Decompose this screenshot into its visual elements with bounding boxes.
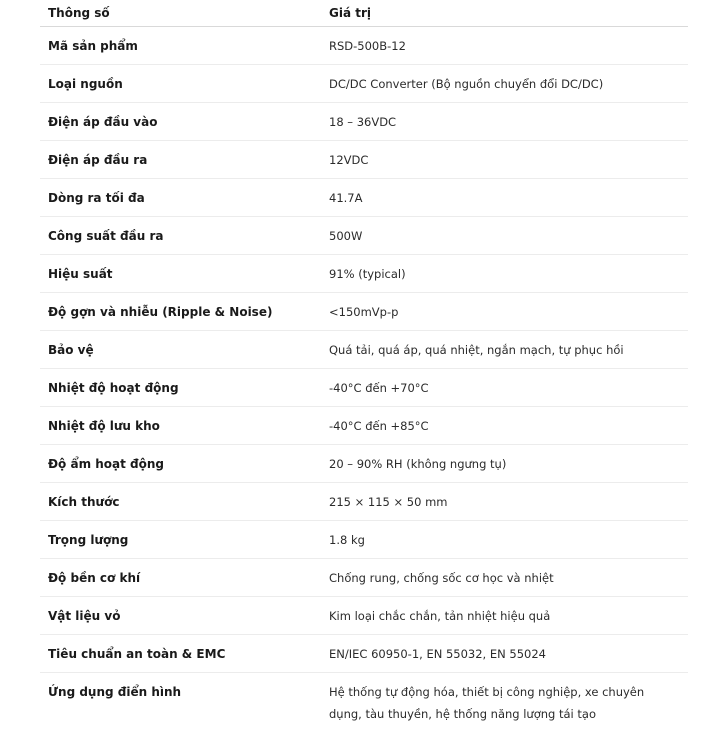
table-row xyxy=(40,140,688,178)
table-row xyxy=(40,64,688,102)
row-value: EN/IEC 60950-1, EN 55032, EN 55024 xyxy=(321,634,688,672)
table-row xyxy=(40,406,688,444)
row-key: Độ bền cơ khí xyxy=(40,558,321,596)
header-param: Thông số xyxy=(40,0,321,26)
row-key: Mã sản phẩm xyxy=(40,26,321,64)
row-key: Nhiệt độ hoạt động xyxy=(40,368,321,406)
table-row xyxy=(40,254,688,292)
table-row xyxy=(40,482,688,520)
row-key: Dòng ra tối đa xyxy=(40,178,321,216)
header-row xyxy=(40,0,688,26)
row-value: 91% (typical) xyxy=(321,254,688,292)
row-value: 1.8 kg xyxy=(321,520,688,558)
row-value: -40°C đến +70°C xyxy=(321,368,688,406)
row-key: Hiệu suất xyxy=(40,254,321,292)
row-key: Điện áp đầu vào xyxy=(40,102,321,140)
row-value: 215 × 115 × 50 mm xyxy=(321,482,688,520)
row-key: Trọng lượng xyxy=(40,520,321,558)
row-key: Công suất đầu ra xyxy=(40,216,321,254)
row-key: Tiêu chuẩn an toàn & EMC xyxy=(40,634,321,672)
row-key: Kích thước xyxy=(40,482,321,520)
table-row xyxy=(40,292,688,330)
row-key: Điện áp đầu ra xyxy=(40,140,321,178)
row-value: 18 – 36VDC xyxy=(321,102,688,140)
spec-table xyxy=(40,0,688,732)
table-row xyxy=(40,634,688,672)
row-value: Chống rung, chống sốc cơ học và nhiệt xyxy=(321,558,688,596)
row-value: -40°C đến +85°C xyxy=(321,406,688,444)
table-row xyxy=(40,672,688,732)
table-row xyxy=(40,558,688,596)
spec-table-body xyxy=(40,26,688,732)
row-key: Độ ẩm hoạt động xyxy=(40,444,321,482)
row-value: 20 – 90% RH (không ngưng tụ) xyxy=(321,444,688,482)
row-value: RSD-500B-12 xyxy=(321,26,688,64)
row-value: DC/DC Converter (Bộ nguồn chuyển đổi DC/DC) xyxy=(321,64,688,102)
row-value: Quá tải, quá áp, quá nhiệt, ngắn mạch, tự phục hồi xyxy=(321,330,688,368)
row-value: <150mVp-p xyxy=(321,292,688,330)
table-row xyxy=(40,520,688,558)
row-value: 12VDC xyxy=(321,140,688,178)
row-value: Kim loại chắc chắn, tản nhiệt hiệu quả xyxy=(321,596,688,634)
table-row xyxy=(40,216,688,254)
table-row xyxy=(40,444,688,482)
row-value: 41.7A xyxy=(321,178,688,216)
row-key: Ứng dụng điển hình xyxy=(48,684,182,699)
table-row xyxy=(40,330,688,368)
row-key: Loại nguồn xyxy=(40,64,321,102)
header-value: Giá trị xyxy=(321,0,688,26)
table-row xyxy=(40,102,688,140)
table-row xyxy=(40,26,688,64)
table-row xyxy=(40,368,688,406)
row-key: Vật liệu vỏ xyxy=(40,596,321,634)
table-row xyxy=(40,178,688,216)
row-key: Độ gợn và nhiễu (Ripple & Noise) xyxy=(40,292,321,330)
spec-table-header xyxy=(40,0,688,26)
table-row xyxy=(40,596,688,634)
row-value: Hệ thống tự động hóa, thiết bị công nghiệp, xe chuyên dụng, tàu thuyền, hệ thống năng lượng tái tạo xyxy=(329,684,645,721)
row-key: Bảo vệ xyxy=(40,330,321,368)
row-key: Nhiệt độ lưu kho xyxy=(40,406,321,444)
row-value: 500W xyxy=(321,216,688,254)
